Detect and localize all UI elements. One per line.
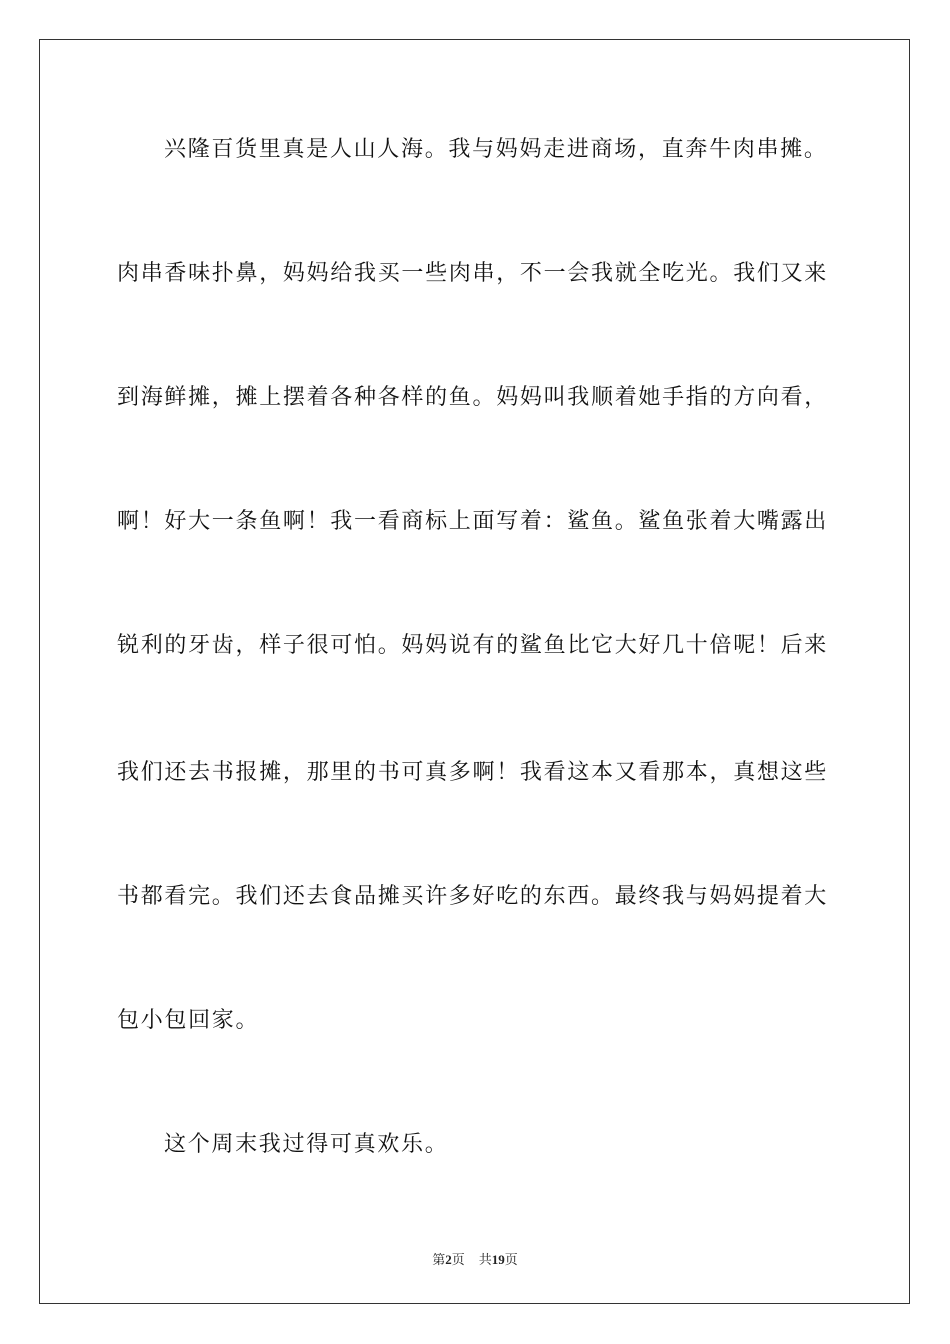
- paragraph-line: 书都看完。我们还去食品摊买许多好吃的东西。最终我与妈妈提着大: [117, 884, 829, 909]
- page-prefix: 第: [432, 1252, 446, 1267]
- total-prefix: 共: [478, 1252, 492, 1267]
- page-footer: [0, 1249, 950, 1268]
- paragraph-line: 包小包回家。: [117, 1008, 260, 1033]
- paragraph-line: 到海鲜摊，摊上摆着各种各样的鱼。妈妈叫我顺着她手指的方向看，: [117, 385, 829, 410]
- paragraph-line: 我们还去书报摊，那里的书可真多啊！我看这本又看那本，真想这些: [117, 760, 829, 785]
- total-pages: 19: [491, 1252, 505, 1267]
- page-border: [39, 39, 910, 1304]
- page-suffix: 页: [451, 1252, 465, 1267]
- paragraph-line: 兴隆百货里真是人山人海。我与妈妈走进商场，直奔牛肉串摊。: [164, 137, 828, 162]
- page-number: 2: [445, 1252, 452, 1267]
- paragraph-line: 锐利的牙齿，样子很可怕。妈妈说有的鲨鱼比它大好几十倍呢！后来: [117, 633, 829, 658]
- total-suffix: 页: [504, 1252, 518, 1267]
- paragraph-line: 这个周末我过得可真欢乐。: [164, 1132, 449, 1157]
- paragraph-line: 啊！好大一条鱼啊！我一看商标上面写着：鲨鱼。鲨鱼张着大嘴露出: [117, 509, 829, 534]
- paragraph-line: 肉串香味扑鼻，妈妈给我买一些肉串，不一会我就全吃光。我们又来: [117, 261, 829, 286]
